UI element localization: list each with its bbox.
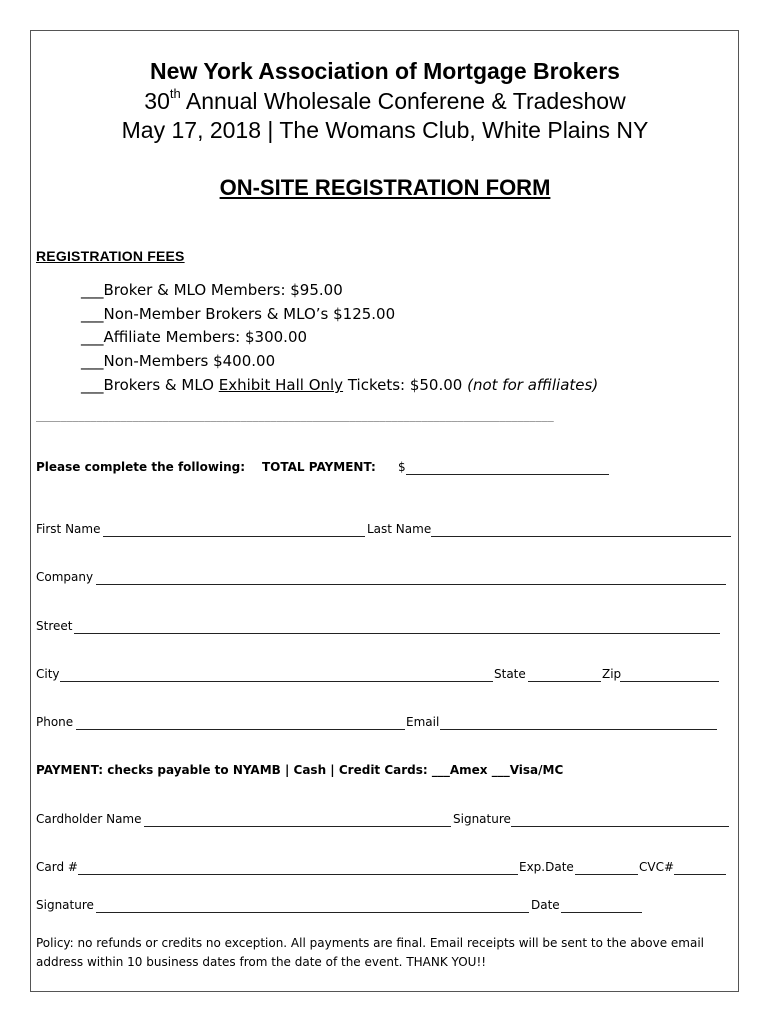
event-title [0, 88, 770, 115]
total-prompt: Please complete the following: [36, 460, 246, 474]
email-field[interactable] [440, 729, 717, 730]
fee-option-exhibit-hall[interactable] [81, 376, 598, 394]
event-name: Annual Wholesale Conferene & Tradeshow [180, 88, 626, 114]
zip-field[interactable] [620, 681, 719, 682]
phone-label: Phone [36, 715, 74, 729]
card-number-field[interactable] [78, 874, 518, 875]
fees-heading: REGISTRATION FEES [36, 248, 185, 264]
fee-exhibit-prefix: ___Brokers & MLO [81, 376, 219, 394]
last-name-field[interactable] [431, 536, 731, 537]
company-field[interactable] [96, 584, 726, 585]
event-ordinal: th [169, 86, 181, 101]
event-date-location: May 17, 2018 | The Womans Club, White Plains NY [121, 117, 649, 143]
payment-options: PAYMENT: checks payable to NYAMB | Cash | Credit Cards: ___Amex ___Visa/MC [36, 763, 564, 777]
exp-date-field[interactable] [575, 874, 638, 875]
first-name-label: First Name [36, 522, 101, 536]
state-field[interactable] [528, 681, 601, 682]
total-payment-field[interactable] [406, 474, 609, 475]
fee-option-non-member[interactable]: ___Non-Members $400.00 [81, 352, 276, 370]
section-divider: ______________________________________________________________________________________ [36, 411, 554, 422]
fee-option-broker[interactable]: ___Broker & MLO Members: $95.00 [81, 281, 343, 299]
cvc-label: CVC# [639, 860, 675, 874]
first-name-field[interactable] [103, 536, 365, 537]
last-name-label: Last Name [367, 522, 432, 536]
date-label: Date [531, 898, 560, 912]
org-title: New York Association of Mortgage Brokers [150, 58, 620, 84]
signature-label: Signature [453, 812, 511, 826]
fee-exhibit-price: Tickets: $50.00 [343, 376, 468, 394]
card-number-label: Card # [36, 860, 78, 874]
fee-exhibit-note: (not for affiliates) [467, 376, 599, 394]
date-field[interactable] [561, 912, 642, 913]
total-currency: $ [398, 460, 406, 474]
company-label: Company [36, 570, 94, 584]
policy-text: Policy: no refunds or credits no exception. All payments are final. Email receipts will be sent to the above email address within 10 business dates from the date of the event. THANK YOU!! [36, 936, 704, 969]
form-title: ON-SITE REGISTRATION FORM [219, 175, 551, 200]
exp-date-label: Exp.Date [519, 860, 574, 874]
cardholder-field[interactable] [144, 826, 451, 827]
total-label: TOTAL PAYMENT: [262, 460, 376, 474]
email-label: Email [406, 715, 440, 729]
fee-option-non-member-broker[interactable]: ___Non-Member Brokers & MLO’s $125.00 [81, 305, 396, 323]
fee-exhibit-underlined: Exhibit Hall Only [218, 376, 344, 394]
state-label: State [494, 667, 526, 681]
signature-field[interactable] [511, 826, 729, 827]
cvc-field[interactable] [674, 874, 726, 875]
city-field[interactable] [60, 681, 493, 682]
zip-label: Zip [602, 667, 622, 681]
street-label: Street [36, 619, 73, 633]
event-number: 30 [144, 88, 170, 114]
signature2-field[interactable] [96, 912, 529, 913]
phone-field[interactable] [76, 729, 405, 730]
city-label: City [36, 667, 60, 681]
signature2-label: Signature [36, 898, 94, 912]
street-field[interactable] [74, 633, 720, 634]
fee-option-affiliate[interactable]: ___Affiliate Members: $300.00 [81, 328, 308, 346]
cardholder-label: Cardholder Name [36, 812, 142, 826]
